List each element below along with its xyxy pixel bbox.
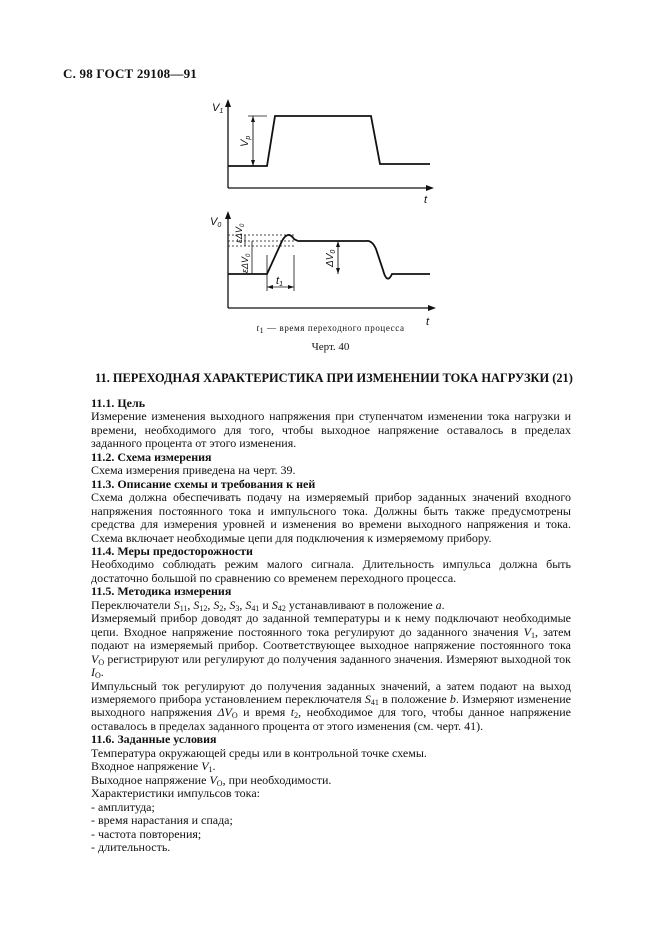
input-pulse <box>228 116 430 166</box>
list-item: - амплитуда; <box>91 799 155 814</box>
label-dvo: $\Delta V_0$ <box>325 249 337 267</box>
paragraph-11-3: Схема должна обеспечивать подачу на измеряемый прибор заданных значений входного напряжения постоянного тока и импульсного тока. Должны быть также предусмотрены средства для измерения уровней и изменения во времени выходного напряжения и тока. Схема включает необходимые цепи для подключения к измеряемому прибору. <box>91 490 571 545</box>
section-title: 11. ПЕРЕХОДНАЯ ХАРАКТЕРИСТИКА ПРИ ИЗМЕНЕНИИ ТОКА НАГРУЗКИ (21) <box>95 371 573 385</box>
paragraph-11-5-switches: Переключатели $S_{11}$, $S_{12}$, $S_2$, $S_3$, $S_{41}$ и $S_{42}$ устанавливают в положение a. <box>91 597 445 613</box>
list-item: - время нарастания и спада; <box>91 813 233 828</box>
subsection-title-11-6: 11.6. Заданные условия <box>91 732 217 747</box>
label-vo: V0 <box>210 216 222 229</box>
subsection-title-11-4: 11.4. Меры предосторожности <box>91 543 253 558</box>
paragraph-11-6-temperature: Температура окружающей среды или в контрольной точке схемы. <box>91 745 427 760</box>
subsection-title-11-1: 11.1. Цель <box>91 396 146 410</box>
page-header: С. 98 ГОСТ 29108—91 <box>63 66 197 81</box>
label-t-bottom: t <box>426 316 430 328</box>
paragraph-11-4: Необходимо соблюдать режим малого сигнала. Длительность импульса должна быть достаточно большой по сравнению со временем переходного процесса. <box>91 557 571 585</box>
label-eps-dvo-upper: εΔV$_0$ <box>234 223 246 243</box>
label-vp: Vp <box>239 135 252 147</box>
label-v1: V1 <box>212 102 224 115</box>
paragraph-11-5-procedure: Измеряемый прибор доводят до заданной температуры и к нему подключают необходимые цепи. Входное напряжение постоянного тока регулируют до заданного значения $V_1$, затем подают на измеряемый прибор. Соответствующее выходное напряжение постоянного тока $V_O$ регистрируют или регулируют до получения заданного значения. Измеряют выходной ток $I_O$. <box>91 611 572 681</box>
list-item: - длительность. <box>91 839 171 854</box>
paragraph-11-6-output-voltage: Выходное напряжение $V_O$, при необходимости. <box>91 772 332 788</box>
subsection-title-11-5: 11.5. Методика измерения <box>91 584 232 599</box>
paragraph-11-6-pulse-characteristics: Характеристики импульсов тока: <box>91 786 260 801</box>
body-text <box>91 397 571 854</box>
label-t-top: t <box>424 194 428 206</box>
label-eps-dvo-lower: εΔV$_0$ <box>240 253 252 273</box>
subsection-title-11-3: 11.3. Описание схемы и требования к ней <box>91 476 316 491</box>
list-item: - частота повторения; <box>91 826 202 841</box>
waveform-diagram <box>200 95 450 340</box>
paragraph-11-6-input-voltage: Входное напряжение $V_1$. <box>91 759 216 775</box>
paragraph-11-2: Схема измерения приведена на черт. 39. <box>91 463 296 478</box>
subsection-title-11-2: 11.2. Схема измерения <box>91 449 212 464</box>
paragraph-11-5-pulse: Импульсный ток регулируют до получения заданных значений, а затем подают на выход измеряемого прибора установлением переключателя $S_{41}$ в положение b. Измеряют изменение выходного напряжения $\Delta V_O$ и время $t_2$, необходимое для того, чтобы данное напряжение оставалось в пределах заданного процента от этого изменения (см. черт. 41). <box>91 678 572 733</box>
figure-note: $t_1$ — время переходного процесса <box>256 323 405 335</box>
figure-40 <box>200 95 450 340</box>
label-t1: t1 <box>276 275 283 288</box>
paragraph-11-1: Измерение изменения выходного напряжения при ступенчатом изменении тока нагрузки и времени, необходимого для того, чтобы выходное напряжение оставалось в пределах заданного процента от этого изменения. <box>91 409 571 451</box>
figure-caption: Черт. 40 <box>311 341 350 353</box>
